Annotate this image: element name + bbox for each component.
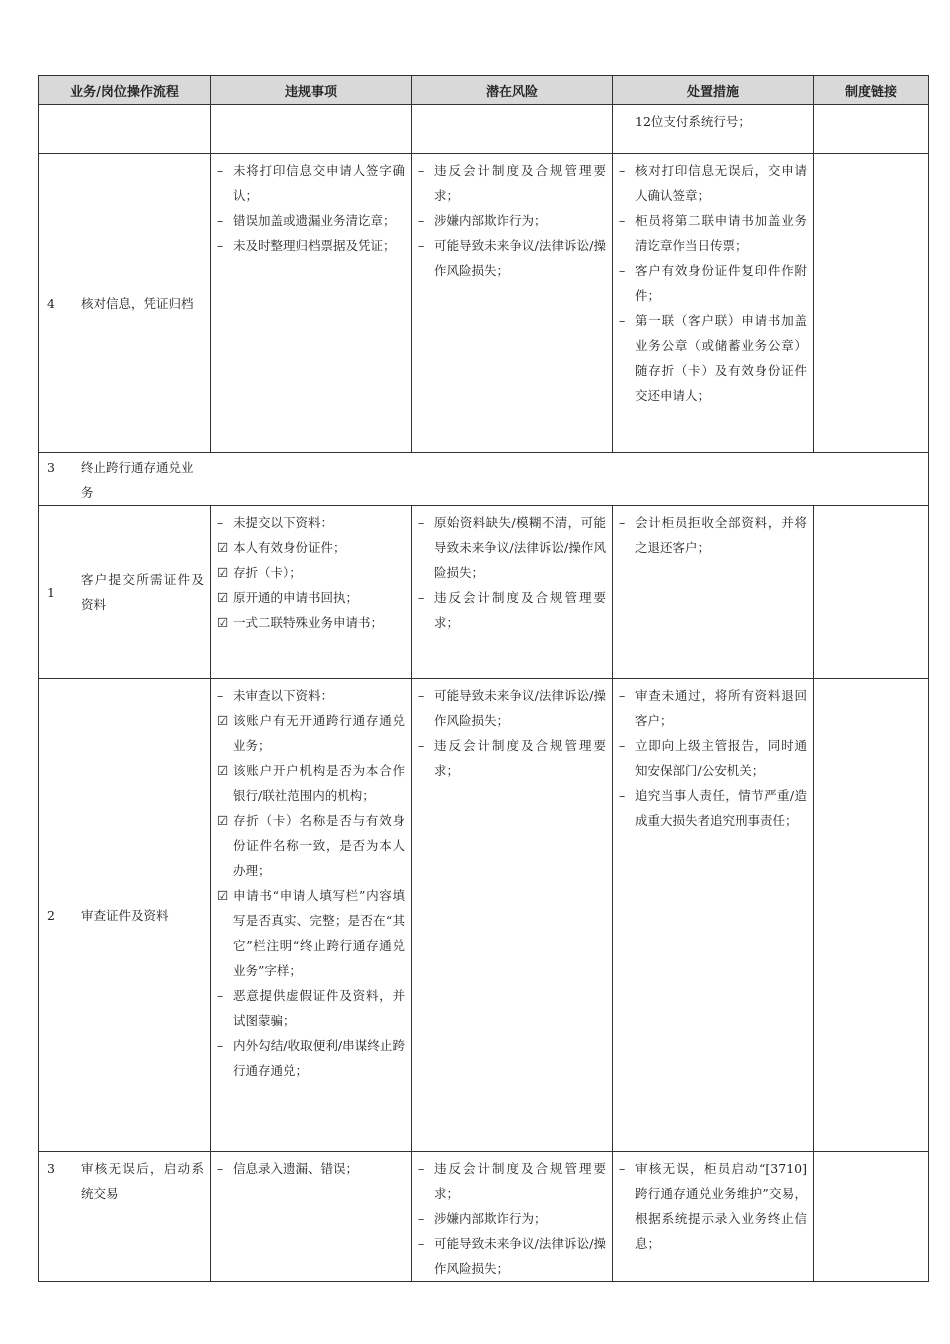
table-row <box>39 154 929 453</box>
checkbox-icon: ☑ <box>217 590 229 605</box>
dash-marker: – <box>619 738 626 753</box>
violation-text: 内外勾结/收取便利/串谋终止跨行通存通兑； <box>233 1038 405 1078</box>
dash-marker: – <box>418 688 425 703</box>
measure-text: 审核无误，柜员启动“[3710]跨行通存通兑业务维护”交易，根据系统提示录入业务终止信息； <box>635 1161 807 1251</box>
violation-text: 恶意提供虚假证件及资料，并试图蒙骗； <box>233 988 405 1028</box>
dash-marker: – <box>619 515 626 530</box>
dash-marker: – <box>217 1161 224 1176</box>
table-row <box>39 506 929 679</box>
violation-text: 未将打印信息交申请人签字确认； <box>233 163 405 203</box>
measure-text: 追究当事人责任，情节严重/造成重大损失者追究刑事责任； <box>635 788 807 828</box>
dash-marker: – <box>217 1038 224 1053</box>
section-name: 终止跨行通存通兑业务 <box>81 460 194 500</box>
step-number: 1 <box>47 584 55 600</box>
measure-text: 审查未通过，将所有资料退回客户； <box>635 688 807 728</box>
dash-marker: – <box>217 515 224 530</box>
section-number: 3 <box>47 460 55 475</box>
violation-text: 本人有效身份证件； <box>233 540 346 555</box>
checkbox-icon: ☑ <box>217 615 229 630</box>
violation-text: 未提交以下资料： <box>233 515 334 530</box>
process-risk-table <box>38 75 929 1282</box>
checkbox-icon: ☑ <box>217 565 229 580</box>
violation-text: 未及时整理归档票据及凭证； <box>233 238 396 253</box>
table-row <box>39 679 929 1152</box>
dash-marker: – <box>418 1161 425 1176</box>
risk-text: 涉嫌内部欺诈行为； <box>434 1211 547 1226</box>
checkbox-icon: ☑ <box>217 540 229 555</box>
risk-text: 可能导致未来争议/法律诉讼/操作风险损失； <box>434 688 606 728</box>
measure-text: 12位支付系统行号； <box>635 114 751 129</box>
measure-text: 立即向上级主管报告，同时通知安保部门/公安机关； <box>635 738 807 778</box>
section-row <box>39 453 929 506</box>
dash-marker: – <box>217 688 224 703</box>
header-violations: 违规事项 <box>211 76 412 105</box>
table-row <box>39 105 929 154</box>
violation-text: 存折（卡）； <box>233 565 302 580</box>
step-name: 审查证件及资料 <box>81 907 169 923</box>
checkbox-icon: ☑ <box>217 713 229 728</box>
dash-marker: – <box>619 163 626 178</box>
dash-marker: – <box>418 1236 425 1251</box>
violation-text: 信息录入遗漏、错误； <box>233 1161 359 1176</box>
measure-text: 会计柜员拒收全部资料，并将之退还客户； <box>635 515 807 555</box>
header-risks: 潜在风险 <box>412 76 613 105</box>
dash-marker: – <box>418 238 425 253</box>
step-number: 3 <box>47 1161 55 1176</box>
step-name: 核对信息，凭证归档 <box>81 295 194 311</box>
risk-text: 违反会计制度及合规管理要求； <box>434 738 606 778</box>
header-measures: 处置措施 <box>613 76 814 105</box>
measure-text: 客户有效身份证件复印件作附件； <box>635 263 807 303</box>
dash-marker: – <box>418 163 425 178</box>
header-policy-link: 制度链接 <box>814 76 929 105</box>
violation-text: 该账户开户机构是否为本合作银行/联社范围内的机构； <box>233 763 405 803</box>
dash-marker: – <box>418 1211 425 1226</box>
violation-text: 错误加盖或遗漏业务清讫章； <box>233 213 396 228</box>
measure-text: 柜员将第二联申请书加盖业务清讫章作当日传票； <box>635 213 807 253</box>
dash-marker: – <box>217 163 224 178</box>
dash-marker: – <box>217 238 224 253</box>
dash-marker: – <box>619 263 626 278</box>
risk-text: 违反会计制度及合规管理要求； <box>434 163 606 203</box>
dash-marker: – <box>418 738 425 753</box>
step-number: 2 <box>47 907 55 923</box>
checkbox-icon: ☑ <box>217 813 229 828</box>
risk-text: 涉嫌内部欺诈行为； <box>434 213 547 228</box>
violation-text: 一式二联特殊业务申请书； <box>233 615 384 630</box>
dash-marker: – <box>217 988 224 1003</box>
violation-text: 该账户有无开通跨行通存通兑业务； <box>233 713 405 753</box>
risk-text: 违反会计制度及合规管理要求； <box>434 1161 606 1201</box>
dash-marker: – <box>619 213 626 228</box>
measure-text: 第一联（客户联）申请书加盖业务公章（或储蓄业务公章）随存折（卡）及有效身份证件交还申请人； <box>635 313 807 403</box>
risk-text: 可能导致未来争议/法律诉讼/操作风险损失； <box>434 238 606 278</box>
violation-text: 未审查以下资料： <box>233 688 334 703</box>
risk-text: 原始资料缺失/模糊不清，可能导致未来争议/法律诉讼/操作风险损失； <box>434 515 606 580</box>
violation-text: 存折（卡）名称是否与有效身份证件名称一致，是否为本人办理； <box>233 813 405 878</box>
dash-marker: – <box>217 213 224 228</box>
dash-marker: – <box>619 688 626 703</box>
dash-marker: – <box>418 515 425 530</box>
dash-marker: – <box>619 788 626 803</box>
table-row <box>39 1152 929 1282</box>
header-row <box>39 76 929 105</box>
violation-text: 原开通的申请书回执； <box>233 590 359 605</box>
risk-text: 可能导致未来争议/法律诉讼/操作风险损失； <box>434 1236 606 1276</box>
dash-marker: – <box>619 313 626 328</box>
measure-text: 核对打印信息无误后，交申请人确认签章； <box>635 163 807 203</box>
risk-text: 违反会计制度及合规管理要求； <box>434 590 606 630</box>
checkbox-icon: ☑ <box>217 888 229 903</box>
dash-marker: – <box>619 1161 626 1176</box>
step-number: 4 <box>47 295 55 311</box>
header-process: 业务/岗位操作流程 <box>39 76 211 105</box>
dash-marker: – <box>418 213 425 228</box>
step-name: 客户提交所需证件及资料 <box>81 572 204 612</box>
violation-text: 申请书“申请人填写栏”内容填写是否真实、完整；是否在“其它”栏注明“终止跨行通存通兑业务”字样； <box>233 888 405 978</box>
dash-marker: – <box>418 590 425 605</box>
step-name: 审核无误后，启动系统交易 <box>81 1161 204 1201</box>
checkbox-icon: ☑ <box>217 763 229 778</box>
